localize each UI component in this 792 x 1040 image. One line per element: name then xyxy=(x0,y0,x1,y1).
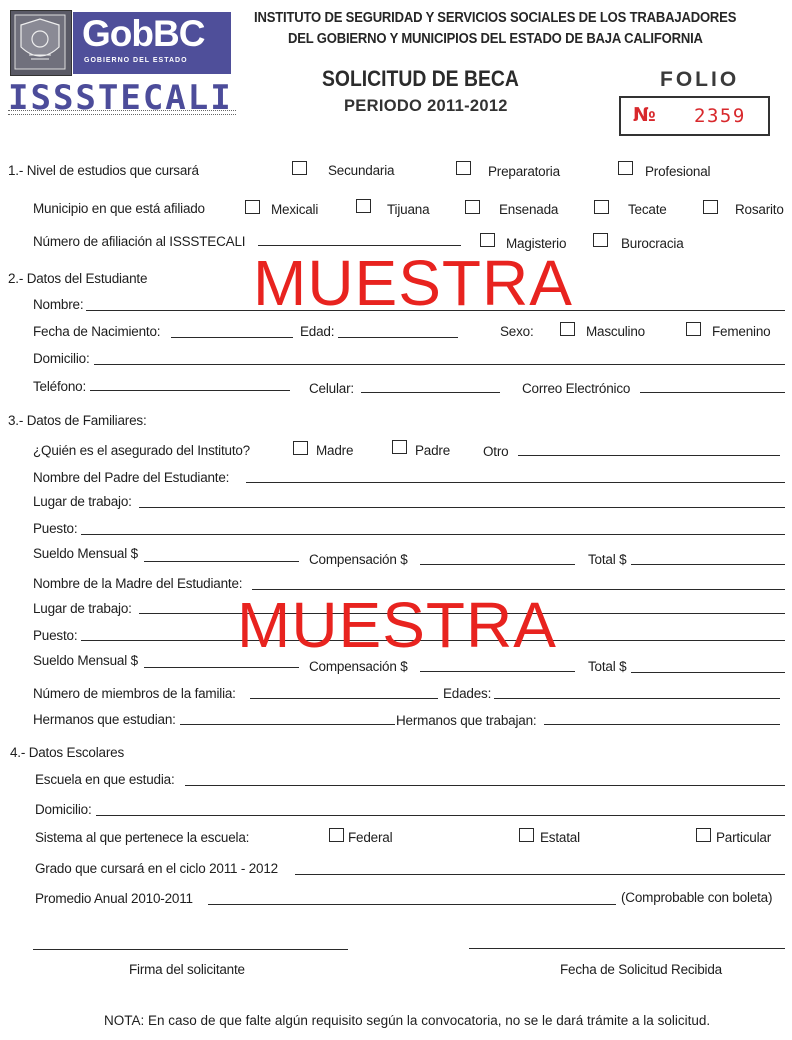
tijuana-checkbox[interactable] xyxy=(356,199,371,213)
fecha-recibida-line[interactable] xyxy=(469,948,785,949)
hermanos-trabajan-field[interactable] xyxy=(544,724,780,725)
padre-total-field[interactable] xyxy=(631,564,785,565)
sistema-label: Sistema al que pertenece la escuela: xyxy=(35,830,250,845)
escuela-domicilio-field[interactable] xyxy=(96,815,785,816)
estatal-checkbox[interactable] xyxy=(519,828,534,842)
padre-compensacion-field[interactable] xyxy=(420,564,575,565)
federal-checkbox[interactable] xyxy=(329,828,344,842)
padre-sueldo-field[interactable] xyxy=(144,561,299,562)
escuela-domicilio-label: Domicilio: xyxy=(35,802,92,817)
magisterio-checkbox[interactable] xyxy=(480,233,495,247)
rosarito-label: Rosarito xyxy=(735,202,784,217)
hermanos-estudian-field[interactable] xyxy=(180,724,395,725)
edad-field[interactable] xyxy=(338,337,458,338)
madre-puesto-label: Puesto: xyxy=(33,628,78,643)
folio-label: FOLIO xyxy=(660,68,740,91)
section-1-title: 1.- Nivel de estudios que cursará xyxy=(8,163,199,178)
padre-compensacion-label: Compensación $ xyxy=(309,552,408,567)
ensenada-checkbox[interactable] xyxy=(465,200,480,214)
mexicali-checkbox[interactable] xyxy=(245,200,260,214)
tecate-checkbox[interactable] xyxy=(594,200,609,214)
secundaria-checkbox[interactable] xyxy=(292,161,307,175)
muestra-watermark-top: MUESTRA xyxy=(253,247,573,319)
preparatoria-checkbox[interactable] xyxy=(456,161,471,175)
grado-field[interactable] xyxy=(295,874,785,875)
tecate-label: Tecate xyxy=(628,202,667,217)
promedio-label: Promedio Anual 2010-2011 xyxy=(35,891,193,906)
promedio-field[interactable] xyxy=(208,904,616,905)
padre-lugar-trabajo-field[interactable] xyxy=(139,507,785,508)
padre-lugar-trabajo-label: Lugar de trabajo: xyxy=(33,494,132,509)
telefono-label: Teléfono: xyxy=(33,379,86,394)
firma-signature-line[interactable] xyxy=(33,949,348,950)
federal-label: Federal xyxy=(348,830,393,845)
padre-checkbox[interactable] xyxy=(392,440,407,454)
sexo-label: Sexo: xyxy=(500,324,534,339)
section-2-title: 2.- Datos del Estudiante xyxy=(8,271,148,286)
otro-field[interactable] xyxy=(518,455,780,456)
particular-label: Particular xyxy=(716,830,772,845)
burocracia-label: Burocracia xyxy=(621,236,684,251)
nota-text: NOTA: En caso de que falte algún requisito según la convocatoria, no se le dará trámite a la solicitud. xyxy=(104,1013,711,1028)
grado-label: Grado que cursará en el ciclo 2011 - 2012 xyxy=(35,861,278,876)
padre-puesto-label: Puesto: xyxy=(33,521,78,536)
madre-compensacion-field[interactable] xyxy=(420,671,575,672)
firma-label: Firma del solicitante xyxy=(129,962,245,977)
edad-label: Edad: xyxy=(300,324,335,339)
institute-name-line-1: INSTITUTO DE SEGURIDAD Y SERVICIOS SOCIALES DE LOS TRABAJADORES xyxy=(254,10,737,26)
rosarito-checkbox[interactable] xyxy=(703,200,718,214)
gobierno-del-estado-text: GOBIERNO DEL ESTADO xyxy=(84,57,188,64)
telefono-field[interactable] xyxy=(90,390,290,391)
burocracia-checkbox[interactable] xyxy=(593,233,608,247)
issstecali-logo: ISSSTECALI xyxy=(8,78,233,118)
padre-total-label: Total $ xyxy=(588,552,627,567)
padre-puesto-field[interactable] xyxy=(81,534,785,535)
afiliacion-label: Número de afiliación al ISSSTECALI xyxy=(33,234,246,249)
folio-number-sign: № xyxy=(633,104,656,126)
mexicali-label: Mexicali xyxy=(271,202,319,217)
institute-name-line-2: DEL GOBIERNO Y MUNICIPIOS DEL ESTADO DE BAJA CALIFORNIA xyxy=(288,31,703,47)
preparatoria-label: Preparatoria xyxy=(488,164,560,179)
nombre-padre-label: Nombre del Padre del Estudiante: xyxy=(33,470,230,485)
madre-total-label: Total $ xyxy=(588,659,627,674)
madre-compensacion-label: Compensación $ xyxy=(309,659,408,674)
edades-label: Edades: xyxy=(443,686,492,701)
madre-lugar-trabajo-label: Lugar de trabajo: xyxy=(33,601,132,616)
section-4-title: 4.- Datos Escolares xyxy=(10,745,124,760)
fecha-recibida-label: Fecha de Solicitud Recibida xyxy=(560,962,722,977)
madre-sueldo-field[interactable] xyxy=(144,667,299,668)
celular-field[interactable] xyxy=(361,392,500,393)
madre-sueldo-label: Sueldo Mensual $ xyxy=(33,653,138,668)
comprobable-label: (Comprobable con boleta) xyxy=(621,890,773,905)
ensenada-label: Ensenada xyxy=(499,202,559,217)
correo-label: Correo Electrónico xyxy=(522,381,631,396)
magisterio-label: Magisterio xyxy=(506,236,567,251)
fecha-nacimiento-label: Fecha de Nacimiento: xyxy=(33,324,161,339)
celular-label: Celular: xyxy=(309,381,354,396)
estatal-label: Estatal xyxy=(540,830,580,845)
nombre-padre-field[interactable] xyxy=(246,482,785,483)
miembros-familia-field[interactable] xyxy=(250,698,438,699)
municipio-label: Municipio en que está afiliado xyxy=(33,201,205,216)
hermanos-estudian-label: Hermanos que estudian: xyxy=(33,712,176,727)
gobbc-logo-text: GobBC xyxy=(82,13,205,54)
padre-sueldo-label: Sueldo Mensual $ xyxy=(33,546,138,561)
madre-total-field[interactable] xyxy=(631,672,785,673)
padre-label: Padre xyxy=(415,443,451,458)
asegurado-label: ¿Quién es el asegurado del Instituto? xyxy=(33,443,250,458)
folio-number: 2359 xyxy=(694,105,746,127)
masculino-label: Masculino xyxy=(586,324,645,339)
fecha-nacimiento-field[interactable] xyxy=(171,337,293,338)
femenino-label: Femenino xyxy=(712,324,771,339)
madre-checkbox[interactable] xyxy=(293,441,308,455)
section-3-title: 3.- Datos de Familiares: xyxy=(8,413,147,428)
miembros-familia-label: Número de miembros de la familia: xyxy=(33,686,236,701)
escuela-field[interactable] xyxy=(185,785,785,786)
domicilio-field[interactable] xyxy=(94,364,785,365)
escuela-label: Escuela en que estudia: xyxy=(35,772,175,787)
profesional-checkbox[interactable] xyxy=(618,161,633,175)
domicilio-label: Domicilio: xyxy=(33,351,90,366)
nombre-madre-label: Nombre de la Madre del Estudiante: xyxy=(33,576,243,591)
secundaria-label: Secundaria xyxy=(328,163,395,178)
state-seal-emblem xyxy=(10,10,72,76)
profesional-label: Profesional xyxy=(645,164,711,179)
correo-field[interactable] xyxy=(640,392,785,393)
tijuana-label: Tijuana xyxy=(387,202,430,217)
form-period: PERIODO 2011-2012 xyxy=(344,97,508,115)
particular-checkbox[interactable] xyxy=(696,828,711,842)
logo-fine-print-rule xyxy=(8,110,236,115)
masculino-checkbox[interactable] xyxy=(560,322,575,336)
femenino-checkbox[interactable] xyxy=(686,322,701,336)
madre-label: Madre xyxy=(316,443,354,458)
otro-label: Otro xyxy=(483,444,509,459)
edades-field[interactable] xyxy=(494,698,780,699)
form-title: SOLICITUD DE BECA xyxy=(322,66,519,91)
nombre-label: Nombre: xyxy=(33,297,84,312)
hermanos-trabajan-label: Hermanos que trabajan: xyxy=(396,713,537,728)
muestra-watermark-bottom: MUESTRA xyxy=(237,589,557,661)
